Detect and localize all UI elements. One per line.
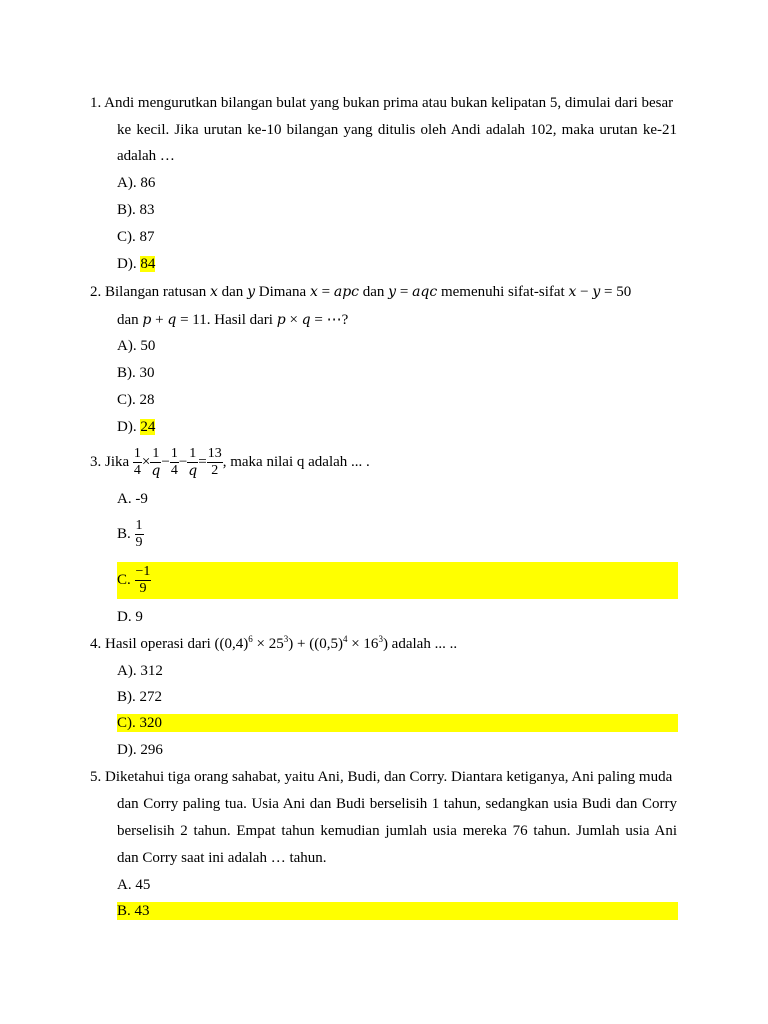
q2-option-a: A). 50	[117, 338, 156, 354]
q3-option-c: C. $\frac{-1}{9}$	[117, 564, 151, 597]
q4-answer-highlight	[117, 714, 678, 732]
q3-option-b: B. $\frac{1}{9}$	[117, 518, 143, 551]
q3-option-a: A. -9	[117, 491, 148, 507]
q1-option-d-label: D).	[117, 256, 141, 272]
q5-stem-line-2: dan Corry paling tua. Usia Ani dan Budi berselisih 1 tahun, sedangkan usia Budi dan Corry	[117, 796, 677, 812]
q2-option-b: B). 30	[117, 365, 155, 381]
q1-stem-line-2: ke kecil. Jika urutan ke-10 bilangan yang ditulis oleh Andi adalah 102, maka urutan ke-21	[117, 122, 677, 138]
q5-stem-line-1: 5. Diketahui tiga orang sahabat, yaitu Ani, Budi, dan Corry. Diantara ketiganya, Ani paling muda	[90, 769, 673, 785]
q3-fraction-2: $\frac{1}{q}$	[151, 446, 161, 480]
q1-option-b: B). 83	[117, 202, 155, 218]
q4-option-b: B). 272	[117, 689, 162, 705]
q5-answer-highlight	[117, 902, 678, 920]
q3-option-c-fraction: $\frac{-1}{9}$	[135, 564, 151, 597]
q3-fraction-1: $\frac{1}{4}$	[133, 446, 141, 479]
q1-stem-line-1: 1. Andi mengurutkan bilangan bulat yang bukan prima atau bukan kelipatan 5, dimulai dari besar	[90, 95, 674, 111]
q3-option-d: D. 9	[117, 609, 143, 625]
q5-stem-line-4: dan Corry saat ini adalah … tahun.	[117, 850, 327, 866]
q3-fraction-4: $\frac{1}{q}$	[188, 446, 198, 480]
q4-option-d: D). 296	[117, 742, 163, 758]
q3-fraction-3: $\frac{1}{4}$	[170, 446, 178, 479]
q3-option-b-fraction: $\frac{1}{9}$	[135, 518, 143, 551]
q2-answer-highlight: 24	[140, 419, 156, 435]
q4-option-c: C). 320	[117, 715, 162, 731]
q1-option-c: C). 87	[117, 229, 155, 245]
q2-option-c: C). 28	[117, 392, 155, 408]
q5-stem-line-3: berselisih 2 tahun. Empat tahun kemudian jumlah usia mereka 76 tahun. Jumlah usia Ani	[117, 823, 677, 839]
q2-stem-line-1: 2. Bilangan ratusan x dan y Dimana x = apc dan y = aqc memenuhi sifat-sifat x − y = 50	[90, 284, 632, 300]
q5-option-a: A. 45	[117, 877, 151, 893]
q3-answer-highlight	[117, 562, 678, 599]
q2-stem-line-2: dan p + q = 11. Hasil dari p × q = ⋯?	[117, 312, 349, 328]
q4-option-a: A). 312	[117, 663, 163, 679]
q2-option-d	[117, 418, 155, 436]
q1-stem-line-3: adalah …	[117, 148, 175, 164]
q5-option-b: B. 43	[117, 903, 150, 919]
q2-option-d-label: D).	[117, 419, 141, 435]
q3-fraction-5: $\frac{13}{2}$	[207, 446, 222, 479]
q1-option-a: A). 86	[117, 175, 156, 191]
q3-stem: 3. Jika $\frac{1}{4}$ × $\frac{1}{q}$ − $\frac{1}{4}$ − $\frac{1}{q}$ = $\frac{13}{2}$ , maka nilai q adalah ... .	[90, 446, 370, 480]
q4-stem: 4. Hasil operasi dari $((0,4)^6 \times 25^3) + ((0,5)^4 \times 16^3)$ adalah ... ..	[90, 634, 458, 652]
q1-answer-highlight: 84	[140, 256, 156, 272]
q1-option-d	[117, 255, 155, 273]
